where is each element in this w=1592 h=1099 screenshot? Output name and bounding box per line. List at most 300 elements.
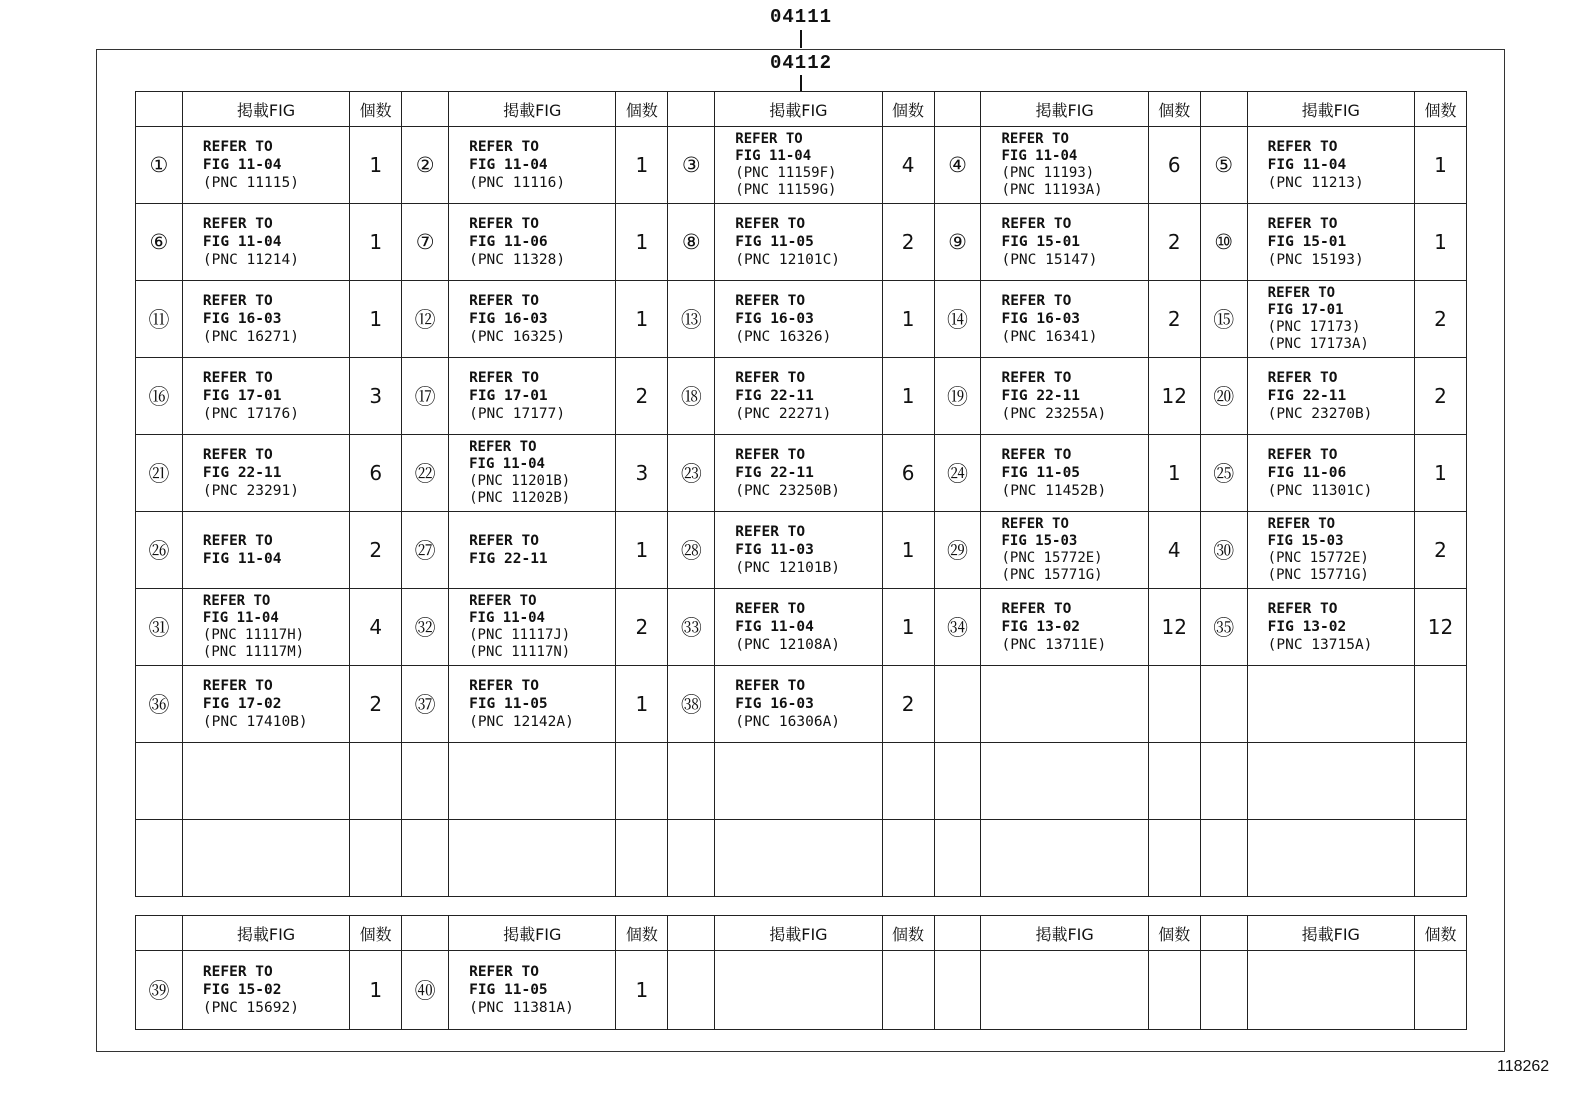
quantity-value: 2 xyxy=(369,692,383,716)
ref-line: REFER TO xyxy=(1001,293,1072,309)
ref-line: REFER TO xyxy=(1001,601,1072,617)
ref-number: ⑰ xyxy=(414,385,436,409)
ref-line: FIG 16-03 xyxy=(469,311,548,327)
quantity-cell xyxy=(882,589,934,666)
quantity-cell xyxy=(1414,204,1466,281)
quantity-cell xyxy=(616,204,668,281)
header-number-cell xyxy=(402,92,449,127)
quantity-value: 2 xyxy=(1167,230,1181,254)
ref-line: (PNC 11301C) xyxy=(1267,483,1373,499)
ref-text-cell xyxy=(1247,204,1414,281)
ref-line: (PNC 23291) xyxy=(202,483,299,499)
ref-text-cell xyxy=(715,743,882,820)
ref-text-cell xyxy=(715,435,882,512)
quantity-cell xyxy=(350,951,402,1030)
ref-text-cell xyxy=(981,951,1148,1030)
parts-table-sub xyxy=(135,915,1467,1030)
ref-line: (PNC 16326) xyxy=(735,329,832,345)
ref-line: REFER TO xyxy=(735,601,806,617)
ref-text-cell xyxy=(449,127,616,204)
ref-number-cell xyxy=(934,589,981,666)
quantity-value: 2 xyxy=(1434,538,1447,562)
ref-number-cell xyxy=(934,951,981,1030)
ref-line: (PNC 15772E) xyxy=(1267,550,1369,566)
ref-line: REFER TO xyxy=(1267,516,1336,532)
ref-line: FIG 15-03 xyxy=(1267,533,1344,549)
ref-text-cell xyxy=(1247,666,1414,743)
ref-line: (PNC 22271) xyxy=(735,406,832,422)
ref-number-cell xyxy=(934,666,981,743)
quantity-cell xyxy=(1148,512,1200,589)
ref-line: FIG 22-11 xyxy=(469,551,548,567)
ref-text-cell xyxy=(981,281,1148,358)
quantity-value: 6 xyxy=(369,461,383,485)
ref-line: FIG 11-04 xyxy=(469,157,548,173)
ref-number-cell xyxy=(136,743,183,820)
ref-line: (PNC 15692) xyxy=(202,1000,299,1016)
ref-number-cell xyxy=(668,820,715,897)
ref-line: REFER TO xyxy=(202,293,273,309)
ref-number-cell xyxy=(668,666,715,743)
ref-line: FIG 15-03 xyxy=(1001,533,1078,549)
ref-number: ㊲ xyxy=(414,693,436,717)
quantity-value: 2 xyxy=(1167,307,1181,331)
ref-line: FIG 22-11 xyxy=(1001,388,1081,404)
header-number-cell xyxy=(402,916,449,951)
header-number-cell xyxy=(1200,92,1247,127)
ref-text-cell xyxy=(449,589,616,666)
quantity-value: 4 xyxy=(1167,538,1181,562)
ref-line: REFER TO xyxy=(469,533,539,549)
ref-number: ㊳ xyxy=(680,693,702,717)
ref-line: REFER TO xyxy=(735,216,806,232)
ref-number-cell xyxy=(934,127,981,204)
ref-number: ㉖ xyxy=(148,539,170,563)
quantity-value: 2 xyxy=(1434,307,1447,331)
ref-line: REFER TO xyxy=(1001,216,1072,232)
table-row xyxy=(136,127,1467,204)
ref-line: FIG 11-04 xyxy=(202,551,282,567)
ref-number: ㉘ xyxy=(680,539,702,563)
quantity-cell xyxy=(616,743,668,820)
header-number-cell xyxy=(1200,916,1247,951)
quantity-cell xyxy=(882,435,934,512)
ref-number-cell xyxy=(402,951,449,1030)
ref-text-cell xyxy=(715,589,882,666)
quantity-value: 2 xyxy=(369,538,383,562)
ref-line: (PNC 11193A) xyxy=(1001,182,1103,198)
quantity-cell xyxy=(1414,666,1466,743)
ref-number: ⑬ xyxy=(680,308,702,332)
quantity-value: 1 xyxy=(1434,153,1447,177)
quantity-cell xyxy=(1414,512,1466,589)
ref-line: (PNC 16271) xyxy=(202,329,299,345)
table-row xyxy=(136,743,1467,820)
ref-line: (PNC 11116) xyxy=(469,175,566,191)
quantity-value: 1 xyxy=(901,384,915,408)
ref-line: REFER TO xyxy=(735,447,806,463)
quantity-cell xyxy=(350,820,402,897)
ref-line: FIG 11-05 xyxy=(469,696,548,712)
ref-number-cell xyxy=(668,281,715,358)
ref-number-cell xyxy=(136,951,183,1030)
quantity-cell xyxy=(616,358,668,435)
code-04111: 04111 xyxy=(770,6,833,28)
quantity-value: 6 xyxy=(1167,153,1181,177)
ref-number-cell xyxy=(668,743,715,820)
ref-text-cell xyxy=(449,743,616,820)
ref-number: ③ xyxy=(681,153,701,177)
ref-number: ㉟ xyxy=(1213,616,1235,640)
quantity-cell xyxy=(882,820,934,897)
header-number-cell xyxy=(136,916,183,951)
ref-line: FIG 11-05 xyxy=(1001,465,1081,481)
quantity-value: 12 xyxy=(1161,384,1187,408)
quantity-cell xyxy=(616,589,668,666)
ref-text-cell xyxy=(715,666,882,743)
quantity-cell xyxy=(350,358,402,435)
leader-line-inner xyxy=(800,75,802,91)
ref-line: REFER TO xyxy=(735,524,806,540)
figure-number: 118262 xyxy=(1497,1058,1550,1075)
quantity-value: 1 xyxy=(901,307,915,331)
ref-number: ㉑ xyxy=(148,462,170,486)
ref-text-cell xyxy=(981,127,1148,204)
ref-line: (PNC 11117M) xyxy=(202,644,305,660)
ref-text-cell xyxy=(182,435,349,512)
quantity-value: 1 xyxy=(369,307,383,331)
header-number-cell xyxy=(136,92,183,127)
ref-number-cell xyxy=(934,512,981,589)
header-number-cell xyxy=(934,92,981,127)
ref-text-cell xyxy=(715,358,882,435)
ref-line: (PNC 13711E) xyxy=(1001,637,1107,653)
ref-text-cell xyxy=(449,666,616,743)
ref-number-cell xyxy=(1200,589,1247,666)
ref-line: REFER TO xyxy=(202,964,273,980)
ref-number: ㊵ xyxy=(414,979,436,1003)
quantity-cell xyxy=(1148,281,1200,358)
ref-line: (PNC 16341) xyxy=(1001,329,1098,345)
header-pnc-label: 掲載FIG xyxy=(1247,916,1414,951)
ref-number-cell xyxy=(402,281,449,358)
header-pnc-label: 掲載FIG xyxy=(715,92,882,127)
ref-number: ⑭ xyxy=(947,308,969,332)
ref-number: ① xyxy=(149,153,169,177)
header-qty-label: 個数 xyxy=(616,92,668,127)
header-pnc-label: 掲載FIG xyxy=(182,92,349,127)
quantity-cell xyxy=(616,435,668,512)
quantity-value: 1 xyxy=(635,153,649,177)
quantity-value: 1 xyxy=(369,153,383,177)
ref-number-cell xyxy=(668,358,715,435)
quantity-cell xyxy=(882,204,934,281)
ref-line: FIG 15-01 xyxy=(1267,234,1347,250)
ref-text-cell xyxy=(981,820,1148,897)
quantity-value: 4 xyxy=(369,615,383,639)
ref-line: (PNC 11201B) xyxy=(469,473,571,489)
ref-number: ㊴ xyxy=(148,979,170,1003)
ref-number-cell xyxy=(934,435,981,512)
ref-number-cell xyxy=(136,358,183,435)
ref-text-cell xyxy=(1247,512,1414,589)
header-pnc-label: 掲載FIG xyxy=(449,916,616,951)
ref-number-cell xyxy=(1200,281,1247,358)
ref-text-cell xyxy=(981,358,1148,435)
quantity-value: 4 xyxy=(901,153,915,177)
ref-line: FIG 22-11 xyxy=(202,465,282,481)
header-qty-label: 個数 xyxy=(882,916,934,951)
quantity-cell xyxy=(1414,281,1466,358)
quantity-cell xyxy=(350,435,402,512)
ref-line: REFER TO xyxy=(469,964,539,980)
ref-line: (PNC 11452B) xyxy=(1001,483,1107,499)
ref-text-cell xyxy=(449,281,616,358)
ref-line: (PNC 17173A) xyxy=(1267,336,1369,352)
quantity-cell xyxy=(616,127,668,204)
quantity-cell xyxy=(882,281,934,358)
ref-line: FIG 16-03 xyxy=(1001,311,1081,327)
ref-line: (PNC 11117J) xyxy=(469,627,571,643)
header-qty-label: 個数 xyxy=(882,92,934,127)
quantity-value: 6 xyxy=(901,461,915,485)
ref-number-cell xyxy=(668,204,715,281)
quantity-cell xyxy=(1414,589,1466,666)
ref-line: REFER TO xyxy=(469,370,539,386)
quantity-cell xyxy=(882,512,934,589)
ref-number-cell xyxy=(668,589,715,666)
ref-number-cell xyxy=(402,512,449,589)
header-qty-label: 個数 xyxy=(1414,92,1466,127)
header-qty-label: 個数 xyxy=(1148,916,1200,951)
ref-number-cell xyxy=(1200,666,1247,743)
ref-text-cell xyxy=(182,743,349,820)
ref-line: FIG 15-01 xyxy=(1001,234,1081,250)
ref-number-cell xyxy=(136,281,183,358)
table-row xyxy=(136,358,1467,435)
ref-line: (PNC 11213) xyxy=(1267,175,1364,191)
quantity-value: 1 xyxy=(1434,230,1447,254)
ref-text-cell xyxy=(1247,281,1414,358)
ref-line: (PNC 15772E) xyxy=(1001,550,1103,566)
ref-number-cell xyxy=(136,589,183,666)
quantity-value: 2 xyxy=(901,692,915,716)
ref-text-cell xyxy=(182,820,349,897)
ref-line: FIG 16-03 xyxy=(202,311,282,327)
ref-text-cell xyxy=(449,512,616,589)
quantity-cell xyxy=(1414,951,1466,1030)
quantity-value: 2 xyxy=(635,384,649,408)
header-row xyxy=(136,916,1467,951)
ref-text-cell xyxy=(981,589,1148,666)
ref-text-cell xyxy=(182,589,349,666)
ref-line: FIG 11-04 xyxy=(469,456,545,472)
ref-number: ㉛ xyxy=(148,616,170,640)
ref-number: ⑳ xyxy=(1213,385,1235,409)
ref-number: ㉕ xyxy=(1213,462,1235,486)
ref-text-cell xyxy=(449,820,616,897)
ref-text-cell xyxy=(449,204,616,281)
ref-line: (PNC 11202B) xyxy=(469,490,571,506)
ref-number-cell xyxy=(136,435,183,512)
quantity-value: 12 xyxy=(1427,615,1454,639)
ref-line: REFER TO xyxy=(1001,516,1069,532)
quantity-cell xyxy=(882,951,934,1030)
ref-line: REFER TO xyxy=(469,293,539,309)
header-pnc-label: 掲載FIG xyxy=(182,916,349,951)
quantity-cell xyxy=(882,358,934,435)
ref-line: REFER TO xyxy=(1001,370,1072,386)
quantity-cell xyxy=(1148,951,1200,1030)
ref-number: ⑯ xyxy=(148,385,170,409)
ref-line: (PNC 15147) xyxy=(1001,252,1098,268)
ref-number: ㉙ xyxy=(947,539,969,563)
ref-number-cell xyxy=(1200,435,1247,512)
ref-line: (PNC 17173) xyxy=(1267,319,1361,335)
ref-number-cell xyxy=(934,204,981,281)
ref-text-cell xyxy=(715,512,882,589)
quantity-cell xyxy=(1414,820,1466,897)
header-qty-label: 個数 xyxy=(1148,92,1200,127)
ref-number-cell xyxy=(668,127,715,204)
ref-line: FIG 16-03 xyxy=(735,311,814,327)
ref-number: ㊱ xyxy=(148,693,170,717)
ref-line: REFER TO xyxy=(202,678,273,694)
ref-number: ㉗ xyxy=(414,539,436,563)
table-row xyxy=(136,951,1467,1030)
ref-number-cell xyxy=(402,127,449,204)
ref-line: FIG 11-04 xyxy=(1001,148,1078,164)
ref-line: FIG 11-04 xyxy=(469,610,545,626)
ref-line: (PNC 15193) xyxy=(1267,252,1364,268)
leader-line-top xyxy=(800,30,802,48)
ref-number: ④ xyxy=(948,153,967,177)
ref-number-cell xyxy=(1200,127,1247,204)
ref-line: (PNC 17176) xyxy=(202,406,299,422)
ref-number-cell xyxy=(934,743,981,820)
quantity-value: 2 xyxy=(635,615,649,639)
ref-line: REFER TO xyxy=(1267,447,1338,463)
ref-text-cell xyxy=(1247,358,1414,435)
ref-number: ⑥ xyxy=(149,230,169,254)
quantity-cell xyxy=(616,951,668,1030)
ref-line: (PNC 11159G) xyxy=(735,182,837,198)
quantity-value: 1 xyxy=(635,307,649,331)
ref-number-cell xyxy=(1200,951,1247,1030)
header-row xyxy=(136,92,1467,127)
ref-line: REFER TO xyxy=(1267,216,1338,232)
ref-line: (PNC 11115) xyxy=(202,175,299,191)
quantity-cell xyxy=(1148,127,1200,204)
ref-text-cell xyxy=(715,281,882,358)
ref-number-cell xyxy=(136,204,183,281)
ref-line: REFER TO xyxy=(1267,139,1338,155)
header-qty-label: 個数 xyxy=(350,92,402,127)
ref-text-cell xyxy=(182,358,349,435)
ref-text-cell xyxy=(182,512,349,589)
ref-line: (PNC 16325) xyxy=(469,329,566,345)
ref-line: (PNC 23250B) xyxy=(735,483,841,499)
quantity-value: 1 xyxy=(1434,461,1447,485)
ref-line: FIG 17-01 xyxy=(1267,302,1344,318)
quantity-value: 1 xyxy=(635,978,649,1002)
ref-line: (PNC 13715A) xyxy=(1267,637,1373,653)
header-qty-label: 個数 xyxy=(1414,916,1466,951)
quantity-cell xyxy=(616,281,668,358)
ref-line: FIG 22-11 xyxy=(735,465,814,481)
table-row xyxy=(136,512,1467,589)
header-pnc-label: 掲載FIG xyxy=(981,916,1148,951)
ref-number: ㉔ xyxy=(947,462,969,486)
ref-line: FIG 11-04 xyxy=(202,157,282,173)
ref-number: ⑨ xyxy=(948,230,967,254)
ref-line: FIG 17-01 xyxy=(469,388,548,404)
ref-text-cell xyxy=(981,512,1148,589)
ref-line: FIG 22-11 xyxy=(1267,388,1347,404)
header-qty-label: 個数 xyxy=(350,916,402,951)
ref-number-cell xyxy=(1200,512,1247,589)
ref-line: REFER TO xyxy=(1267,285,1336,301)
ref-number-cell xyxy=(1200,743,1247,820)
quantity-cell xyxy=(350,127,402,204)
ref-number-cell xyxy=(136,127,183,204)
ref-line: REFER TO xyxy=(202,139,273,155)
table-row xyxy=(136,666,1467,743)
header-pnc-label: 掲載FIG xyxy=(449,92,616,127)
header-number-cell xyxy=(668,916,715,951)
ref-number-cell xyxy=(934,820,981,897)
ref-line: REFER TO xyxy=(1267,370,1338,386)
ref-line: FIG 11-06 xyxy=(469,234,548,250)
ref-number: ㉒ xyxy=(414,462,436,486)
ref-number: ⑲ xyxy=(947,385,969,409)
code-04112: 04112 xyxy=(770,52,833,74)
ref-number: ㉞ xyxy=(947,616,969,640)
ref-line: (PNC 11381A) xyxy=(469,1000,574,1016)
quantity-cell xyxy=(1148,589,1200,666)
quantity-value: 3 xyxy=(369,384,383,408)
quantity-cell xyxy=(1148,204,1200,281)
quantity-value: 12 xyxy=(1161,615,1187,639)
quantity-cell xyxy=(1414,743,1466,820)
ref-text-cell xyxy=(449,435,616,512)
ref-line: FIG 17-02 xyxy=(202,696,282,712)
ref-number-cell xyxy=(136,820,183,897)
quantity-cell xyxy=(1148,820,1200,897)
ref-number: ⑤ xyxy=(1214,153,1234,177)
ref-line: REFER TO xyxy=(202,593,271,609)
quantity-cell xyxy=(1148,743,1200,820)
quantity-cell xyxy=(1148,358,1200,435)
ref-number: ㉚ xyxy=(1213,539,1235,563)
ref-number-cell xyxy=(934,358,981,435)
ref-line: REFER TO xyxy=(202,447,273,463)
quantity-cell xyxy=(1414,435,1466,512)
header-number-cell xyxy=(934,916,981,951)
ref-line: REFER TO xyxy=(469,439,537,455)
parts-table-main xyxy=(135,91,1467,897)
ref-line: REFER TO xyxy=(735,293,806,309)
ref-text-cell xyxy=(182,951,349,1030)
ref-line: (PNC 15771G) xyxy=(1267,567,1369,583)
quantity-value: 1 xyxy=(1167,461,1181,485)
ref-line: REFER TO xyxy=(469,678,539,694)
ref-number-cell xyxy=(402,589,449,666)
ref-line: FIG 11-04 xyxy=(735,619,814,635)
ref-line: REFER TO xyxy=(1001,447,1072,463)
ref-number: ⑱ xyxy=(680,385,702,409)
ref-line: FIG 17-01 xyxy=(202,388,282,404)
